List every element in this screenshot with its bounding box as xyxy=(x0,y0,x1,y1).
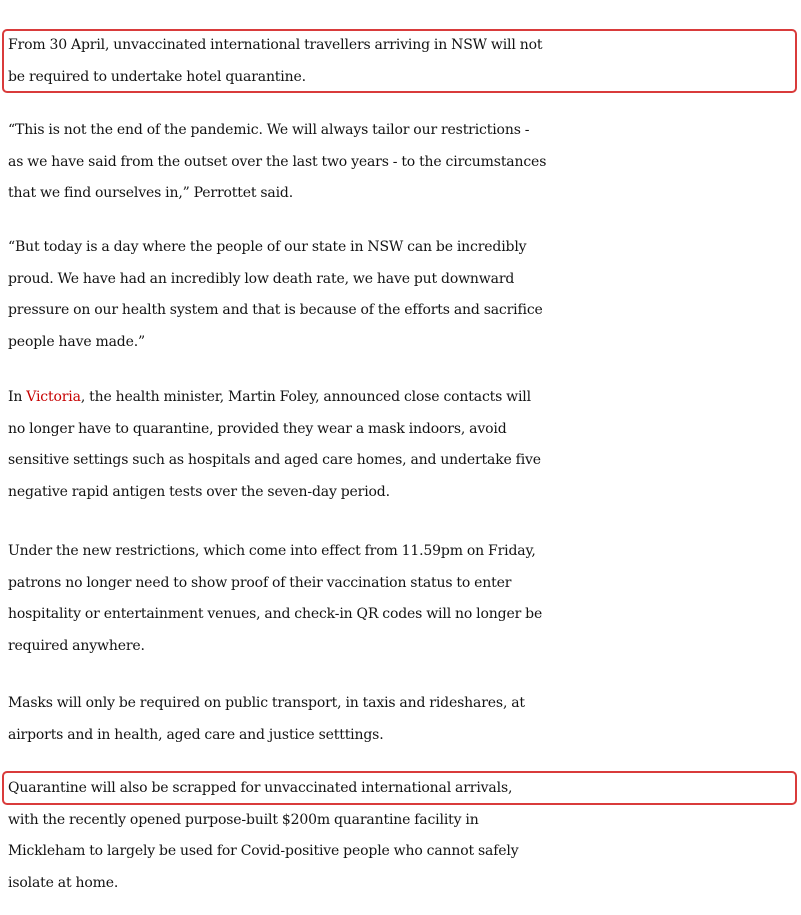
paragraph-perrottet-quote-1 xyxy=(8,115,800,210)
text-line: patrons no longer need to show proof of their vaccination status to enter xyxy=(8,574,512,591)
victoria-link[interactable]: Victoria xyxy=(26,389,81,405)
text-line: “This is not the end of the pandemic. We will always tailor our restrictions - xyxy=(8,122,530,138)
text-line: with the recently opened purpose-built $200m quarantine facility in xyxy=(8,811,479,828)
text-line: no longer have to quarantine, provided they wear a mask indoors, avoid xyxy=(8,420,507,437)
text-line: pressure on our health system and that is because of the efforts and sacrifice xyxy=(8,302,543,318)
text-line: airports and in health, aged care and justice setttings. xyxy=(8,726,384,743)
text-line: proud. We have had an incredibly low death rate, we have put downward xyxy=(8,270,515,287)
paragraph-masks xyxy=(8,688,800,751)
text-line: negative rapid antigen tests over the seven-day period. xyxy=(8,483,390,500)
text-line: Masks will only be required on public transport, in taxis and rideshares, at xyxy=(8,695,525,711)
text-line: “But today is a day where the people of our state in NSW can be incredibly xyxy=(8,239,527,255)
text-line xyxy=(8,382,800,414)
text-line: people have made.” xyxy=(8,333,146,350)
paragraph-victoria xyxy=(8,382,800,508)
text-line: Under the new restrictions, which come into effect from 11.59pm on Friday, xyxy=(8,543,536,559)
text-line: sensitive settings such as hospitals and aged care homes, and undertake five xyxy=(8,452,541,468)
text-line: Quarantine will also be scrapped for unvaccinated international arrivals, xyxy=(8,780,513,796)
paragraph-perrottet-quote-2 xyxy=(8,232,800,358)
text-line: hospitality or entertainment venues, and check-in QR codes will no longer be xyxy=(8,606,543,622)
text-line: isolate at home. xyxy=(8,874,119,891)
text-line: required anywhere. xyxy=(8,637,145,654)
text-line: Mickleham to largely be used for Covid-positive people who cannot safely xyxy=(8,843,519,859)
text-line: as we have said from the outset over the last two years - to the circumstances xyxy=(8,153,547,170)
paragraph-new-restrictions xyxy=(8,536,800,662)
highlight-box-hotel-quarantine xyxy=(2,29,797,93)
text-prefix: In xyxy=(8,389,27,405)
text-line: that we find ourselves in,” Perrottet said. xyxy=(8,185,294,201)
text-suffix: , the health minister, Martin Foley, announced close contacts will xyxy=(80,389,531,405)
text-line: From 30 April, unvaccinated international travellers arriving in NSW will not xyxy=(8,37,543,53)
text-line: be required to undertake hotel quarantine. xyxy=(8,68,306,85)
highlight-box-quarantine-scrapped xyxy=(2,771,797,805)
